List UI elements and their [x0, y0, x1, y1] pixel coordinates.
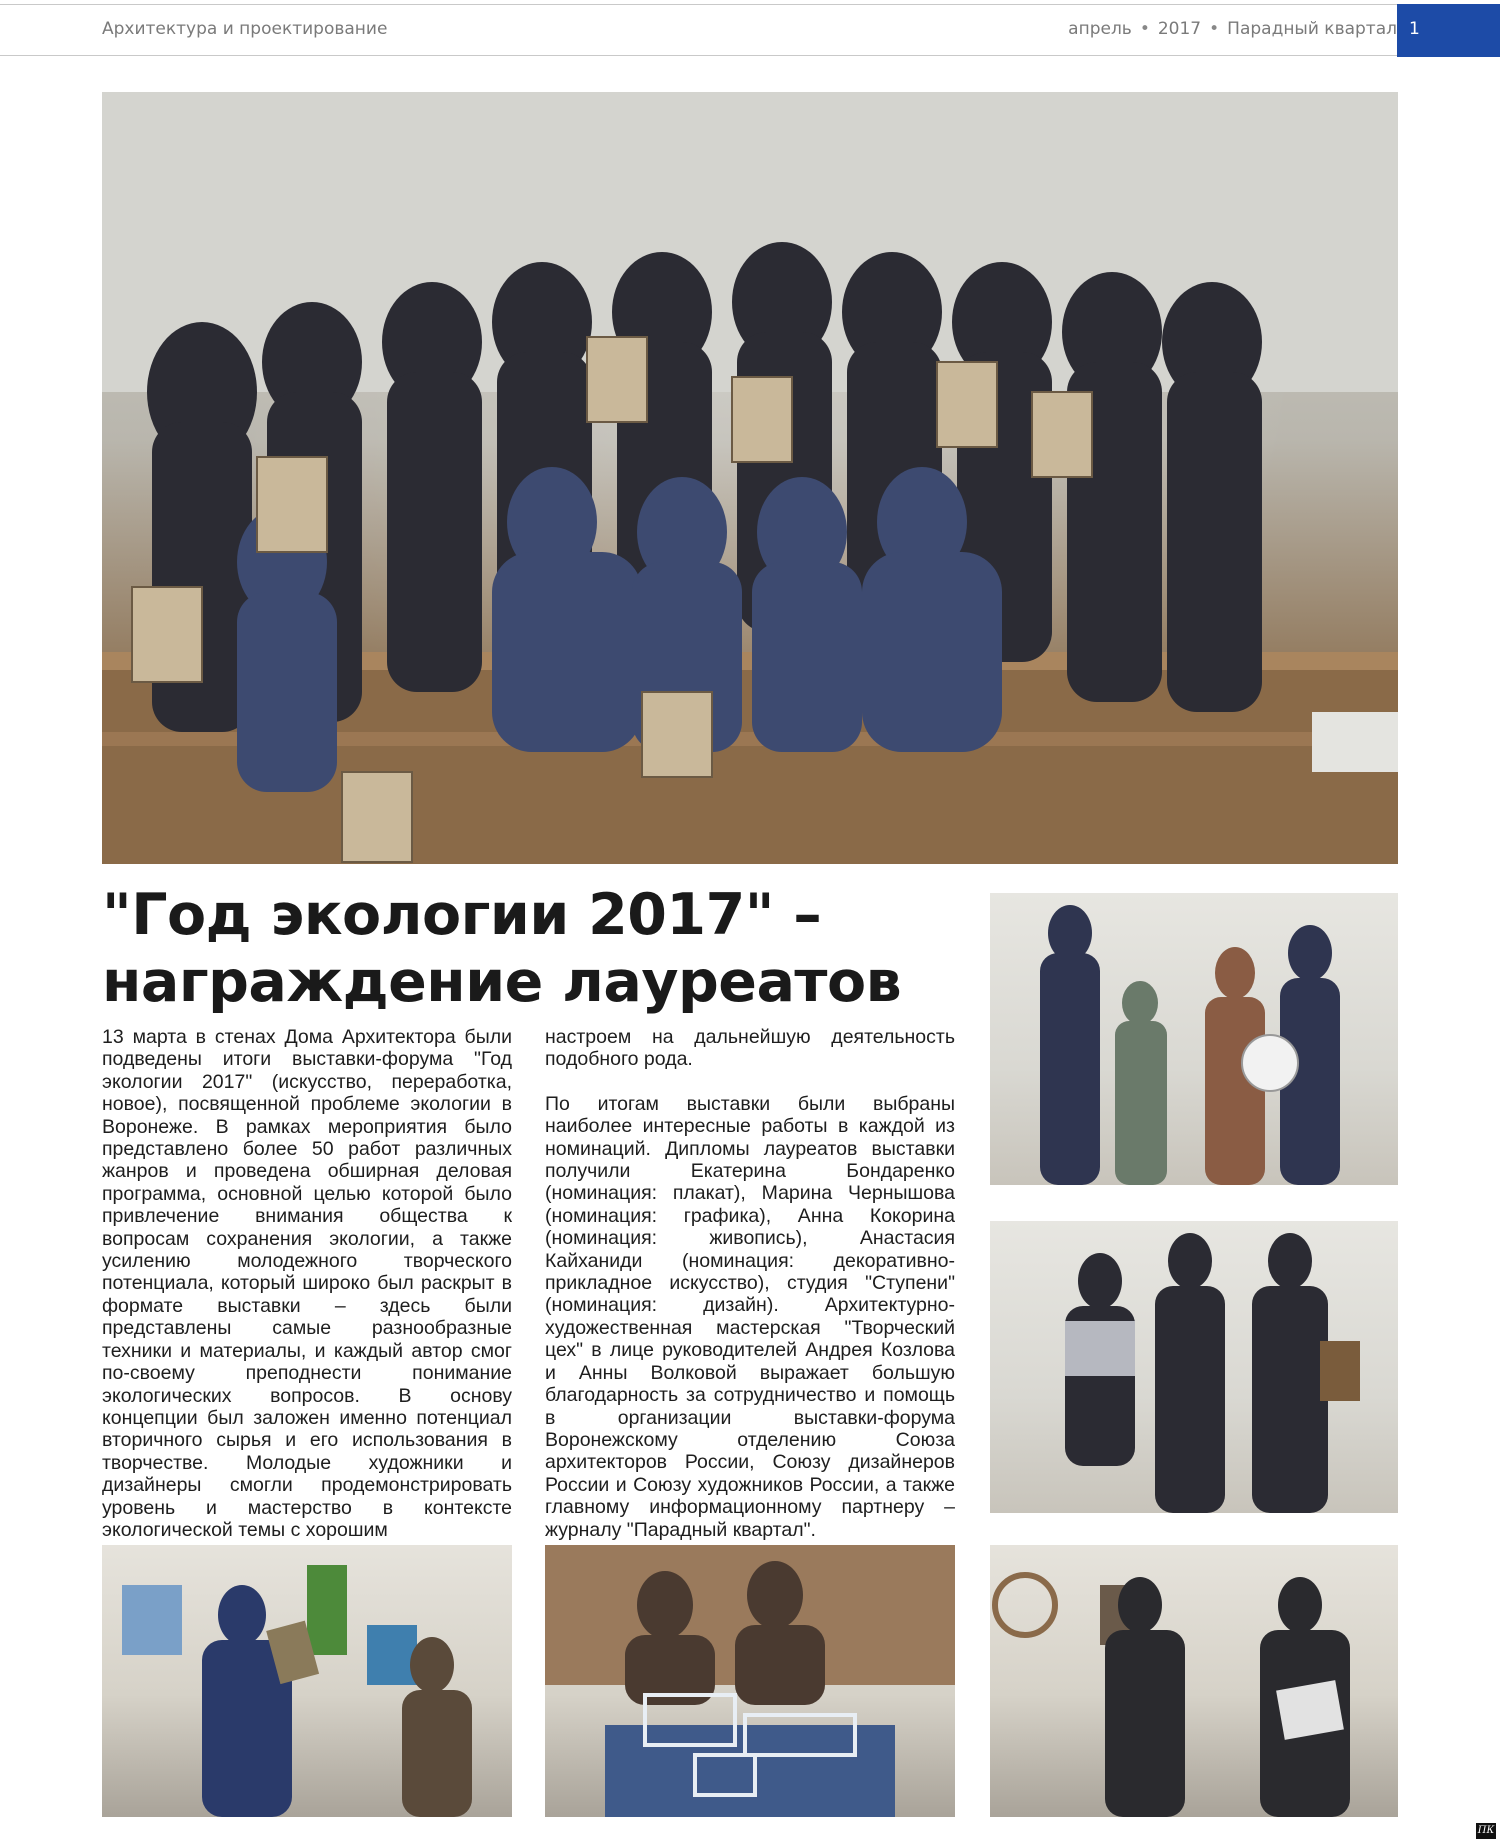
- title-line-2: награждение лауреатов: [102, 949, 902, 1015]
- exhibition-photo-3: [990, 1545, 1398, 1817]
- group-photo-laureates: [102, 92, 1398, 864]
- magazine-name: Парадный квартал: [1227, 19, 1397, 39]
- award-photo-2: [990, 1221, 1398, 1513]
- article-column-1: [102, 1026, 512, 1541]
- section-label: Архитектура и проектирование: [102, 19, 388, 39]
- magazine-logo: ПК: [1476, 1823, 1496, 1839]
- article-column-2: [545, 1026, 955, 1541]
- article-title: [102, 882, 982, 1016]
- page-header: [0, 4, 1500, 56]
- article-paragraph: 13 марта в стенах Дома Архитектора были подведены итоги выставки-форума "Год экологии 2017" (искусство, переработка, новое), посвященной проблеме экологии в Воронеже. В рамках мероприятия было представлено более 50 работ различных жанров и проведена обширная деловая программа, основной целью которой было привлечение внимания общества к вопросам сохранения экологии, а также усилению молодежного творческого потенциала, который широко был раскрыт в формате выставки – здесь были представлены самые разнообразные техники и материалы, и каждый автор смог по-своему преподнести понимание экологических вопросов. В основу концепции был заложен именно потенциал вторичного сырья и его использования в творчестве. Молодые художники и дизайнеры смогли продемонстрировать уровень и мастерство в контексте экологической темы с хорошим: [102, 1026, 512, 1541]
- article-paragraph: По итогам выставки были выбраны наиболее интересные работы в каждой из номинаций. Дипломы лауреатов выставки получили Екатерина Бондаренко (номинация: плакат), Марина Чернышова (номинация: графика), Анна Кокорина (номинация: живопись), Анастасия Кайханиди (номинация: декоративно-прикладное искусство), студия "Ступени" (номинация: дизайн). Архитектурно-художественная мастерская "Творческий цех" в лице руководителей Андрея Козлова и Анны Волковой выражает большую благодарность за сотрудничество и помощь в организации выставки-форума Воронежскому отделению Союза архитекторов России, Союзу дизайнеров России и Союзу художников России, а также главному информационному партнеру – журналу "Парадный квартал".: [545, 1092, 955, 1541]
- page-number-box: [1397, 4, 1500, 57]
- title-line-1: "Год экологии 2017" –: [102, 882, 822, 948]
- article-paragraph: настроем на дальнейшую деятельность подобного рода.: [545, 1026, 955, 1071]
- issue-info: апрель • 2017 • Парадный квартал: [1068, 19, 1397, 39]
- page-number: 1: [1409, 19, 1420, 39]
- award-photo-1: [990, 893, 1398, 1185]
- issue-year: 2017: [1157, 19, 1202, 39]
- exhibition-photo-1: [102, 1545, 512, 1817]
- issue-month: апрель: [1068, 19, 1132, 39]
- exhibition-photo-2: [545, 1545, 955, 1817]
